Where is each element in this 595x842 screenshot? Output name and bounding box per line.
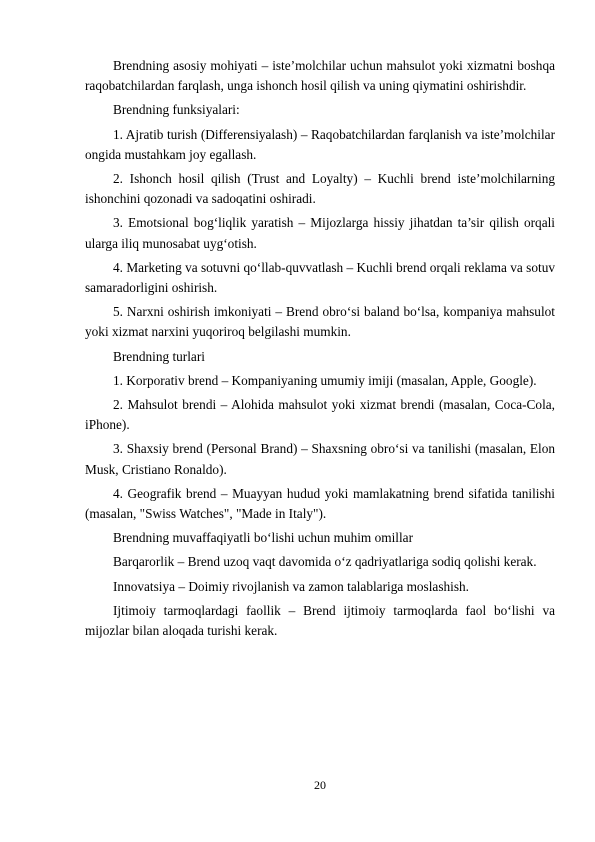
document-body xyxy=(85,56,555,645)
list-item-type-4: 4. Geografik brend – Muayyan hudud yoki mamlakatning brend sifatida tanilishi (masalan, "Swiss Watches", "Made in Italy"). xyxy=(85,485,555,522)
page-number: 20 xyxy=(314,778,326,792)
paragraph-brand-essence: Brendning asosiy mohiyati – iste’molchilar uchun mahsulot yoki xizmatni boshqa raqobatchilardan farqlash, unga ishonch hosil qilish va uning qiymatini oshirishdir. xyxy=(85,58,555,94)
heading-brand-types: Brendning turlari xyxy=(113,348,205,364)
list-item-factor-stability: Barqarorlik – Brend uzoq vaqt davomida o‘z qadriyatlariga sodiq qolishi kerak. xyxy=(113,554,537,570)
list-item-type-2: 2. Mahsulot brendi – Alohida mahsulot yoki xizmat brendi (masalan, Coca-Cola, iPhone). xyxy=(85,397,555,433)
list-item-function-1: 1. Ajratib turish (Differensiyalash) – Raqobatchilardan farqlanish va iste’molchilar ongida mustahkam joy egallash. xyxy=(85,126,555,162)
list-item-function-3: 3. Emotsional bog‘liqlik yaratish – Mijozlarga hissiy jihatdan ta’sir qilish orqali ularga iliq munosabat uyg‘otish. xyxy=(85,215,555,251)
list-item-factor-innovation: Innovatsiya – Doimiy rivojlanish va zamon talablariga moslashish. xyxy=(113,578,469,594)
list-item-type-1: 1. Korporativ brend – Kompaniyaning umumiy imiji (masalan, Apple, Google). xyxy=(113,372,537,388)
heading-brand-functions: Brendning funksiyalari: xyxy=(113,102,240,118)
list-item-function-2: 2. Ishonch hosil qilish (Trust and Loyalty) – Kuchli brend iste’molchilarning ishonchini qozonadi va sadoqatini oshiradi. xyxy=(85,171,555,207)
heading-success-factors: Brendning muvaffaqiyatli bo‘lishi uchun muhim omillar xyxy=(113,530,413,546)
list-item-function-5: 5. Narxni oshirish imkoniyati – Brend obro‘si baland bo‘lsa, kompaniya mahsulot yoki xizmat narxini yuqoriroq belgilashi mumkin. xyxy=(85,304,555,340)
list-item-factor-social-media: Ijtimoiy tarmoqlardagi faollik – Brend ijtimoiy tarmoqlarda faol bo‘lishi va mijozlar bilan aloqada turishi kerak. xyxy=(85,602,555,639)
list-item-function-4: 4. Marketing va sotuvni qo‘llab-quvvatlash – Kuchli brend orqali reklama va sotuv samaradorligini oshirish. xyxy=(85,259,555,296)
list-item-type-3: 3. Shaxsiy brend (Personal Brand) – Shaxsning obro‘si va tanilishi (masalan, Elon Musk, Cristiano Ronaldo). xyxy=(85,441,555,477)
